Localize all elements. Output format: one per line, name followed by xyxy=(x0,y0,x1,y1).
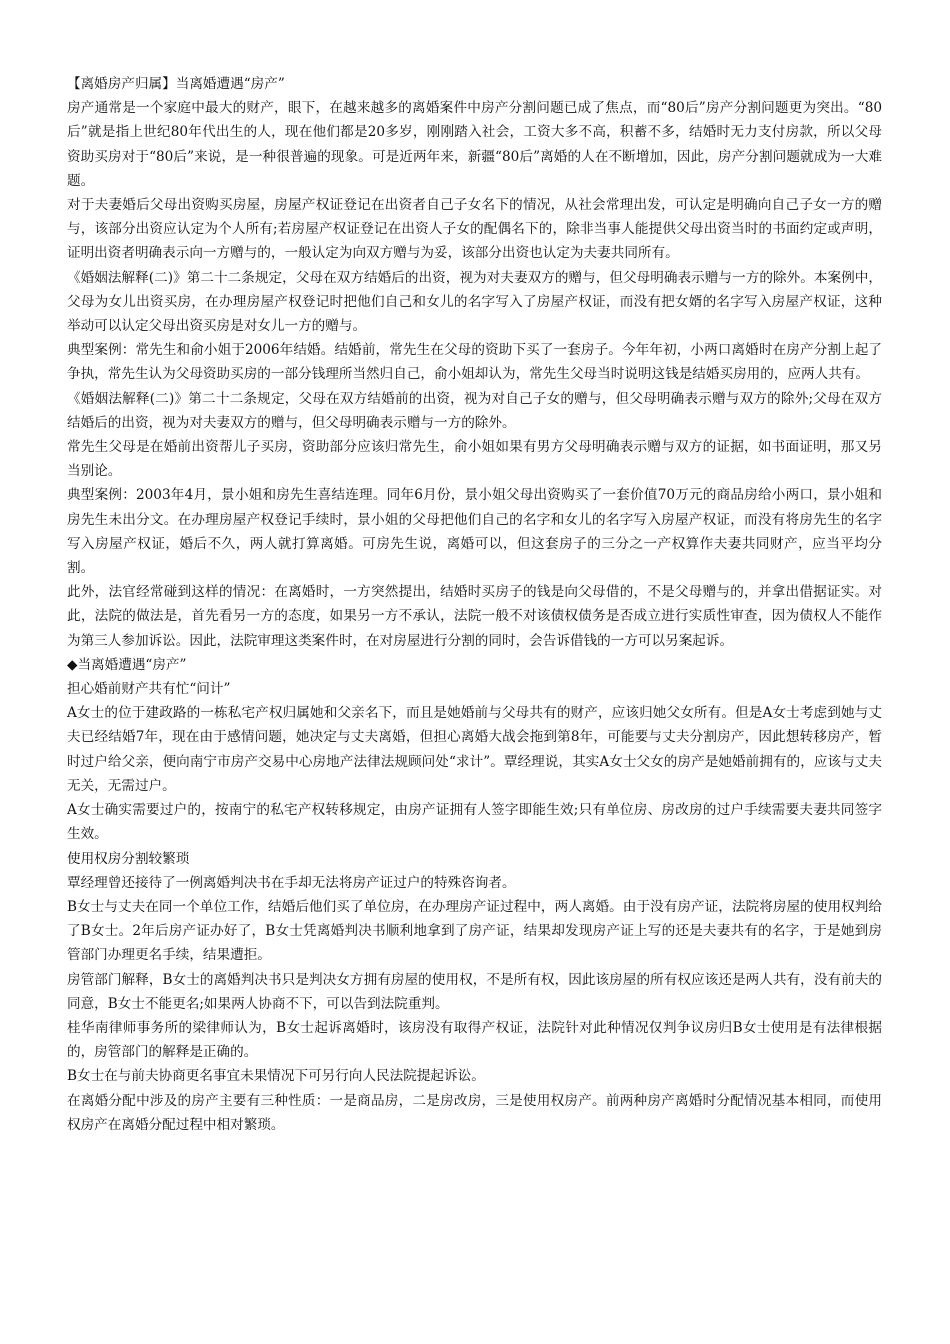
paragraph: 桂华南律师事务所的梁律师认为，B女士起诉离婚时，该房没有取得产权证，法院针对此种情况仅判争议房归B女士使用是有法律根据的，房管部门的解释是正确的。 xyxy=(67,1019,882,1061)
paragraph: B女士与丈夫在同一个单位工作，结婚后他们买了单位房，在办理房产证过程中，两人离婚。由于没有房产证，法院将房屋的使用权判给了B女士。2年后房产证办好了，B女士凭离婚判决书顺利地拿到了房产证，结果却发现房产证上写的还是夫妻共有的名字，于是她到房管部门办理更名手续，结果遭拒。 xyxy=(67,898,882,964)
paragraph: 《婚姻法解释(二)》第二十二条规定，父母在双方结婚后的出资，视为对夫妻双方的赠与，但父母明确表示赠与一方的除外。本案例中，父母为女儿出资买房，在办理房屋产权登记时把他们自己和女儿的名字写入了房屋产权证，而没有把女婿的名字写入房屋产权证，这种举动可以认定父母出资买房是对女儿一方的赠与。 xyxy=(67,269,882,335)
document-body xyxy=(67,72,882,1137)
paragraph: 《婚姻法解释(二)》第二十二条规定，父母在双方结婚前的出资，视为对自己子女的赠与，但父母明确表示赠与双方的除外;父母在双方结婚后的出资，视为对夫妻双方的赠与，但父母明确表示赠与一方的除外。 xyxy=(67,390,882,431)
subheading: 使用权房分割较繁琐 xyxy=(67,850,190,867)
paragraph: 房产通常是一个家庭中最大的财产，眼下，在越来越多的离婚案件中房产分割问题已成了焦点，而“80后”房产分割问题更为突出。“80后”就是指上世纪80年代出生的人，现在他们都是20多岁，刚刚踏入社会，工资大多不高，积蓄不多，结婚时无力支付房款，所以父母资助买房对于“80后”来说，是一种很普遍的现象。可是近两年来，新疆“80后”离婚的人在不断增加，因此，房产分割问题就成为一大难题。 xyxy=(67,100,882,189)
paragraph: 典型案例：常先生和俞小姐于2006年结婚。结婚前，常先生在父母的资助下买了一套房子。今年年初，小两口离婚时在房产分割上起了争执，常先生认为父母资助买房的一部分钱理所当然归自己，俞小姐却认为，常先生父母当时说明这钱是结婚买房用的，应两人共有。 xyxy=(67,342,882,383)
article-title: 【离婚房产归属】当离婚遭遇“房产” xyxy=(67,76,285,92)
paragraph: 此外，法官经常碰到这样的情况：在离婚时，一方突然提出，结婚时买房子的钱是向父母借的，不是父母赠与的，并拿出借据证实。对此，法院的做法是，首先看另一方的态度，如果另一方不承认，法院一般不对该债权债务是否成立进行实质性审查，因为债权人不能作为第三人参加诉讼。因此，法院审理这类案件时，在对房屋进行分割的同时，会告诉借钱的一方可以另案起诉。 xyxy=(67,584,882,649)
paragraph: 对于夫妻婚后父母出资购买房屋，房屋产权证登记在出资者自己子女名下的情况，从社会常理出发，可认定是明确向自己子女一方的赠与，该部分出资应认定为个人所有;若房屋产权证登记在出资人子女的配偶名下的，除非当事人能提供父母出资当时的书面约定或声明，证明出资者明确表示向一方赠与的，一般认定为向双方赠与为妥，该部分出资也认定为夫妻共同所有。 xyxy=(67,197,882,262)
paragraph: 覃经理曾还接待了一例离婚判决书在手却无法将房产证过户的特殊咨询者。 xyxy=(67,874,516,891)
paragraph: 房管部门解释，B女士的离婚判决书只是判决女方拥有房屋的使用权，不是所有权，因此该房屋的所有权应该还是两人共有，没有前夫的同意，B女士不能更名;如果两人协商不下，可以告到法院重判。 xyxy=(67,971,882,1012)
paragraph: 典型案例：2003年4月，景小姐和房先生喜结连理。同年6月份，景小姐父母出资购买了一套价值70万元的商品房给小两口，景小姐和房先生未出分文。在办理房屋产权登记手续时，景小姐的父母把他们自己的名字和女儿的名字写入房屋产权证，而没有将房先生的名字写入房屋产权证，婚后不久，两人就打算离婚。可房先生说，离婚可以，但这套房子的三分之一产权算作夫妻共同财产，应当平均分割。 xyxy=(67,487,882,577)
subheading: 担心婚前财产共有忙“问计” xyxy=(67,681,231,698)
paragraph: A女士的位于建政路的一栋私宅产权归属她和父亲名下，而且是她婚前与父母共有的财产，应该归她父女所有。但是A女士考虑到她与丈夫已经结婚7年，现在由于感情问题，她决定与丈夫离婚，但担心离婚大战会拖到第8年，可能要与丈夫分割房产，因此想转移房产，暂时过户给父亲，便向南宁市房产交易中心房地产法律法规顾问处“求计”。覃经理说，其实A女士父女的房产是她婚前拥有的，应该与丈夫无关，无需过户。 xyxy=(67,705,882,794)
paragraph: B女士在与前夫协商更名事宜未果情况下可另行向人民法院提起诉讼。 xyxy=(67,1068,485,1085)
paragraph: 在离婚分配中涉及的房产主要有三种性质：一是商品房，二是房改房，三是使用权房产。前两种房产离婚时分配情况基本相同，而使用权房产在离婚分配过程中相对繁琐。 xyxy=(67,1092,882,1133)
paragraph: A女士确实需要过户的，按南宁的私宅产权转移规定，由房产证拥有人签字即能生效;只有单位房、房改房的过户手续需要夫妻共同签字生效。 xyxy=(67,802,882,843)
paragraph: 常先生父母是在婚前出资帮儿子买房，资助部分应该归常先生，俞小姐如果有男方父母明确表示赠与双方的证据，如书面证明，那又另当别论。 xyxy=(67,439,882,480)
section-heading: ◆当离婚遭遇“房产” xyxy=(67,656,187,673)
